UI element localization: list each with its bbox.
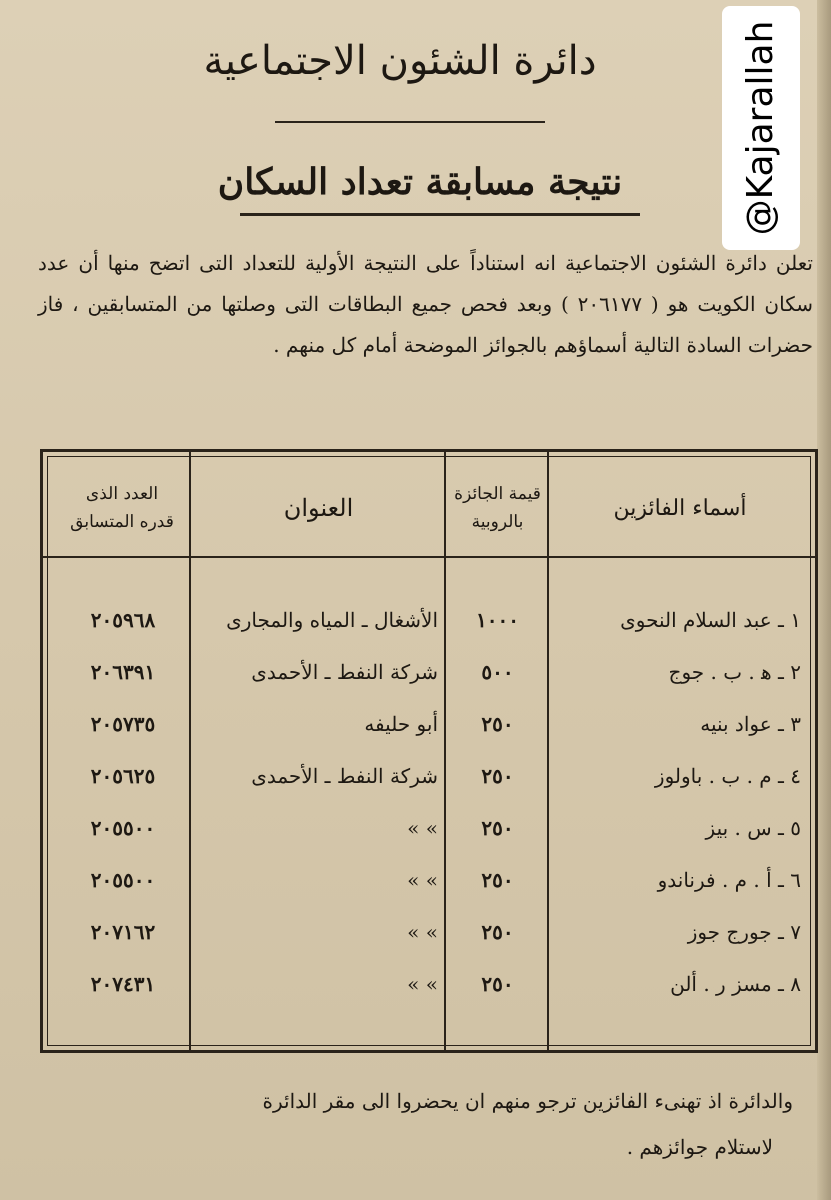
winner-address: » » <box>407 868 438 892</box>
guess-value: ٢٠٥٥٠٠ <box>90 816 156 840</box>
guess-value: ٢٠٧١٦٢ <box>90 920 156 944</box>
table-row <box>43 958 821 1010</box>
winner-address: شركة النفط ـ الأحمدى <box>251 764 438 788</box>
table-row <box>43 854 821 906</box>
winner-name: ٤ ـ م . ب . باولوز <box>654 764 801 788</box>
prize-value: ٢٥٠ <box>481 868 514 892</box>
address-column-header <box>191 462 446 554</box>
guess-column-header <box>53 462 191 554</box>
guess-header-line1: العدد الذى <box>85 484 159 504</box>
guess-value: ٢٠٦٣٩١ <box>90 660 156 684</box>
prize-header-line2: بالروبية <box>471 512 524 532</box>
guess-value: ٢٠٥٥٠٠ <box>90 868 156 892</box>
winner-name: ٥ ـ س . بيز <box>705 816 801 840</box>
winner-address: » » <box>407 920 438 944</box>
prize-value: ٥٠٠ <box>481 660 514 684</box>
address-header-label: العنوان <box>283 494 354 522</box>
winner-address: شركة النفط ـ الأحمدى <box>251 660 438 684</box>
prize-column-header <box>446 462 549 554</box>
table-row <box>43 750 821 802</box>
prize-value: ٢٥٠ <box>481 764 514 788</box>
guess-value: ٢٠٧٤٣١ <box>90 972 156 996</box>
winner-name: ٦ ـ أ . م . فرناندو <box>657 868 801 892</box>
heading-divider <box>275 121 545 123</box>
column-divider <box>547 452 549 1050</box>
closing-paragraph <box>38 1078 813 1170</box>
table-row <box>43 646 821 698</box>
intro-paragraph: تعلن دائرة الشئون الاجتماعية انه استناداً على النتيجة الأولية للتعداد التى اتضح منها أن عدد سكان الكويت هو ( ٢٠٦١٧٧ ) وبعد فحص جميع البطاقات التى وصلتها من المتسابقين ، فاز حضرات السادة التالية أسماؤهم بالجوائز الموضحة أمام كل منهم . <box>38 251 813 357</box>
table-row <box>43 698 821 750</box>
column-divider <box>189 452 191 1050</box>
guess-header-line2: قدره المتسابق <box>70 512 174 532</box>
watermark-badge <box>722 6 800 250</box>
prize-header-line1: قيمة الجائزة <box>454 484 541 504</box>
winner-name: ٣ ـ عواد بنيه <box>700 712 801 736</box>
winner-address: الأشغال ـ المياه والمجارى <box>226 608 438 632</box>
prize-value: ١٠٠٠ <box>476 608 519 632</box>
winner-name: ٢ ـ ﻫ . ب . جوج <box>668 660 801 684</box>
guess-value: ٢٠٥٧٣٥ <box>90 712 156 736</box>
winner-name: ٨ ـ مسز ر . ألن <box>670 972 801 996</box>
prize-value: ٢٥٠ <box>481 816 514 840</box>
winner-name: ١ ـ عبد السلام النحوى <box>620 608 801 632</box>
title-underline <box>240 213 640 216</box>
winner-name: ٧ ـ جورج جوز <box>687 920 801 944</box>
winner-address: » » <box>407 816 438 840</box>
guess-value: ٢٠٥٦٢٥ <box>90 764 156 788</box>
winners-table <box>40 449 818 1053</box>
winner-address: أبو حليفه <box>364 712 438 736</box>
names-header-label: أسماء الفائزين <box>613 495 747 521</box>
watermark-handle: @Kajarallah <box>740 20 781 236</box>
table-row <box>43 906 821 958</box>
prize-value: ٢٥٠ <box>481 712 514 736</box>
column-divider <box>444 452 446 1050</box>
winner-address: » » <box>407 972 438 996</box>
names-column-header <box>549 462 811 554</box>
prize-value: ٢٥٠ <box>481 920 514 944</box>
prize-value: ٢٥٠ <box>481 972 514 996</box>
closing-line: والدائرة اذ تهنىء الفائزين ترجو منهم ان يحضروا الى مقر الدائرة <box>262 1089 793 1113</box>
announcement-title: نتيجة مسابقة تعداد السكان <box>217 161 623 203</box>
table-row <box>43 802 821 854</box>
table-row <box>43 594 821 646</box>
department-heading: دائرة الشئون الاجتماعية <box>203 38 597 84</box>
guess-value: ٢٠٥٩٦٨ <box>90 608 156 632</box>
closing-line: لاستلام جوائزهم . <box>626 1135 773 1159</box>
header-divider <box>43 556 815 558</box>
